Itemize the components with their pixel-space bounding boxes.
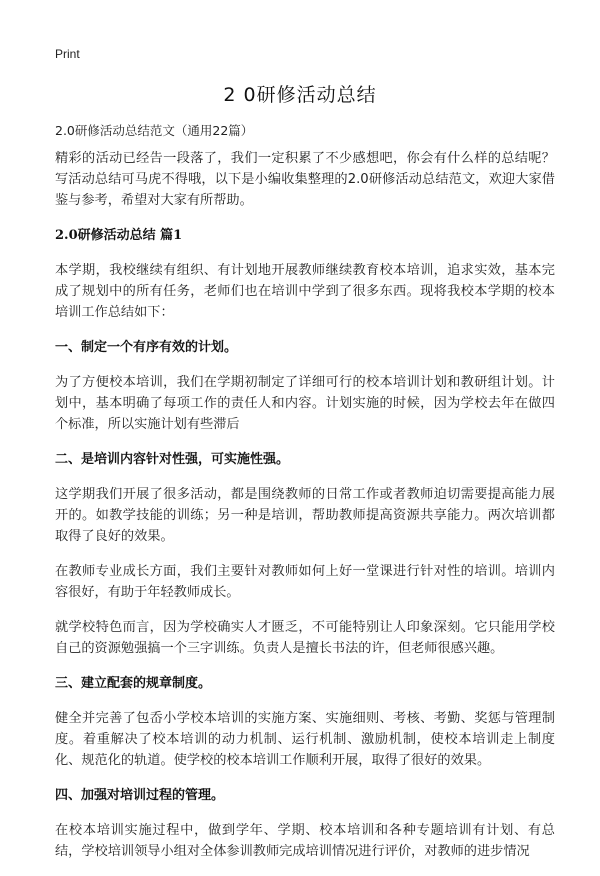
page-title: 2 0研修活动总结 <box>223 84 377 106</box>
section-4-paragraph-1: 在校本培训实施过程中，做到学年、学期、校本培训和各种专题培训有计划、有总结，学校培训领导小组对全体参训教师完成培训情况进行评价，对教师的进步情况 <box>55 823 555 859</box>
section-3-paragraph-1: 健全并完善了包岙小学校本培训的实施方案、实施细则、考核、考勤、奖惩与管理制度。着重解决了校本培训的动力机制、运行机制、激励机制，使校本培训走上制度化、规范化的轨道。使学校的校本培训工作顺利开展，取得了很好的效果。 <box>55 711 555 768</box>
document-subtitle: 2.0研修活动总结范文（通用22篇） <box>55 123 254 138</box>
article-heading: 2.0研修活动总结 篇1 <box>55 228 183 243</box>
article-intro-paragraph: 本学期，我校继续有组织、有计划地开展教师继续教育校本培训，追求实效，基本完成了规划中的所有任务，老师们也在培训中学到了很多东西。现将我校本学期的校本培训工作总结如下： <box>55 263 555 320</box>
section-heading-4: 四、加强对培训过程的管理。 <box>55 788 225 803</box>
print-link[interactable]: Print <box>55 47 80 61</box>
document-body <box>55 148 555 876</box>
section-heading-1: 一、制定一个有序有效的计划。 <box>55 340 238 355</box>
section-2-paragraph-2: 在教师专业成长方面，我们主要针对教师如何上好一堂课进行针对性的培训。培训内容很好，有助于年轻教师成长。 <box>55 564 555 600</box>
section-2-paragraph-3: 就学校特色而言，因为学校确实人才匮乏，不可能特别让人印象深刻。它只能用学校自己的资源勉强搞一个三字训练。负责人是擅长书法的许，但老师很感兴趣。 <box>55 620 555 656</box>
intro-paragraph: 精彩的活动已经告一段落了，我们一定积累了不少感想吧，你会有什么样的总结呢？写活动总结可马虎不得哦，以下是小编收集整理的2.0研修活动总结范文，欢迎大家借鉴与参考，希望对大家有所帮助。 <box>55 151 555 208</box>
section-heading-2: 二、是培训内容针对性强，可实施性强。 <box>55 452 290 467</box>
section-1-paragraph-1: 为了方便校本培训，我们在学期初制定了详细可行的校本培训计划和教研组计划。计划中，基本明确了每项工作的责任人和内容。计划实施的时候，因为学校去年在做四个标准，所以实施计划有些滞后 <box>55 375 555 432</box>
section-2-paragraph-1: 这学期我们开展了很多活动，都是围绕教师的日常工作或者教师迫切需要提高能力展开的。如教学技能的训练；另一种是培训，帮助教师提高资源共享能力。两次培训都取得了良好的效果。 <box>55 487 555 544</box>
section-heading-3: 三、建立配套的规章制度。 <box>55 676 212 691</box>
